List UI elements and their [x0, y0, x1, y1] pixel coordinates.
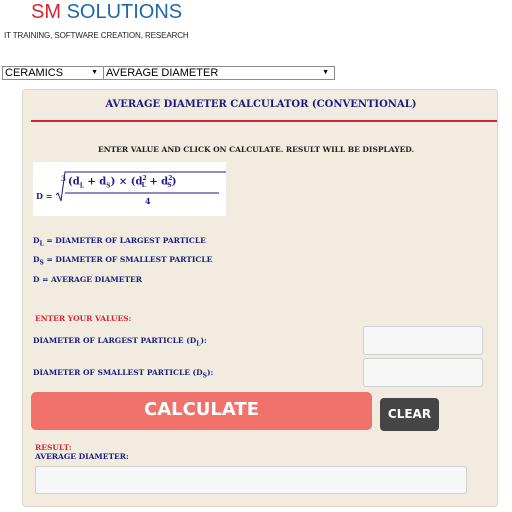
calculator-select-value: AVERAGE DIAMETER — [106, 67, 219, 79]
largest-particle-label: DIAMETER OF LARGEST PARTICLE $(D_L)$: — [33, 336, 207, 348]
enter-values-heading: ENTER YOUR VALUES: — [35, 314, 132, 323]
smallest-particle-label: DIAMETER OF SMALLEST PARTICLE $(D_S)$: — [33, 368, 214, 380]
definition-dl: $D_L$ = DIAMETER OF LARGEST PARTICLE — [33, 236, 206, 248]
calculator-select[interactable] — [103, 66, 335, 80]
formula-box — [33, 162, 226, 216]
dropdown-arrow-icon: ▼ — [322, 69, 329, 76]
formula-root-index: 3 — [61, 174, 66, 183]
definition-ds: $D_S$ = DIAMETER OF SMALLEST PARTICLE — [33, 255, 213, 267]
dropdown-arrow-icon: ▼ — [91, 69, 98, 76]
calculate-button[interactable]: CALCULATE — [31, 392, 372, 430]
clear-button[interactable]: CLEAR — [380, 398, 439, 431]
panel-title: AVERAGE DIAMETER CALCULATOR (CONVENTIONAL) — [105, 99, 417, 110]
brand-name-sm: SM — [31, 1, 61, 23]
result-heading: RESULT: — [35, 443, 72, 452]
divider — [31, 120, 497, 122]
calculator-panel — [22, 89, 498, 507]
definition-d: D = AVERAGE DIAMETER — [33, 275, 142, 284]
formula-lhs: D = — [36, 191, 53, 201]
brand-name — [31, 0, 182, 24]
formula-numerator: $(d_L + d_S) \times (d^2_L + d^2_S)$ — [68, 175, 177, 190]
largest-diameter-input[interactable] — [363, 326, 483, 355]
category-select-value: CERAMICS — [5, 67, 64, 79]
result-output — [35, 466, 467, 494]
average-diameter-label: AVERAGE DIAMETER: — [35, 452, 129, 461]
formula-denominator: 4 — [145, 196, 151, 206]
category-select[interactable] — [2, 66, 104, 80]
smallest-diameter-input[interactable] — [363, 358, 483, 387]
brand-name-solutions: SOLUTIONS — [66, 1, 183, 23]
instruction-text: ENTER VALUE AND CLICK ON CALCULATE. RESULT WILL BE DISPLAYED. — [98, 145, 415, 154]
brand-tagline: IT TRAINING, SOFTWARE CREATION, RESEARCH — [4, 31, 189, 40]
